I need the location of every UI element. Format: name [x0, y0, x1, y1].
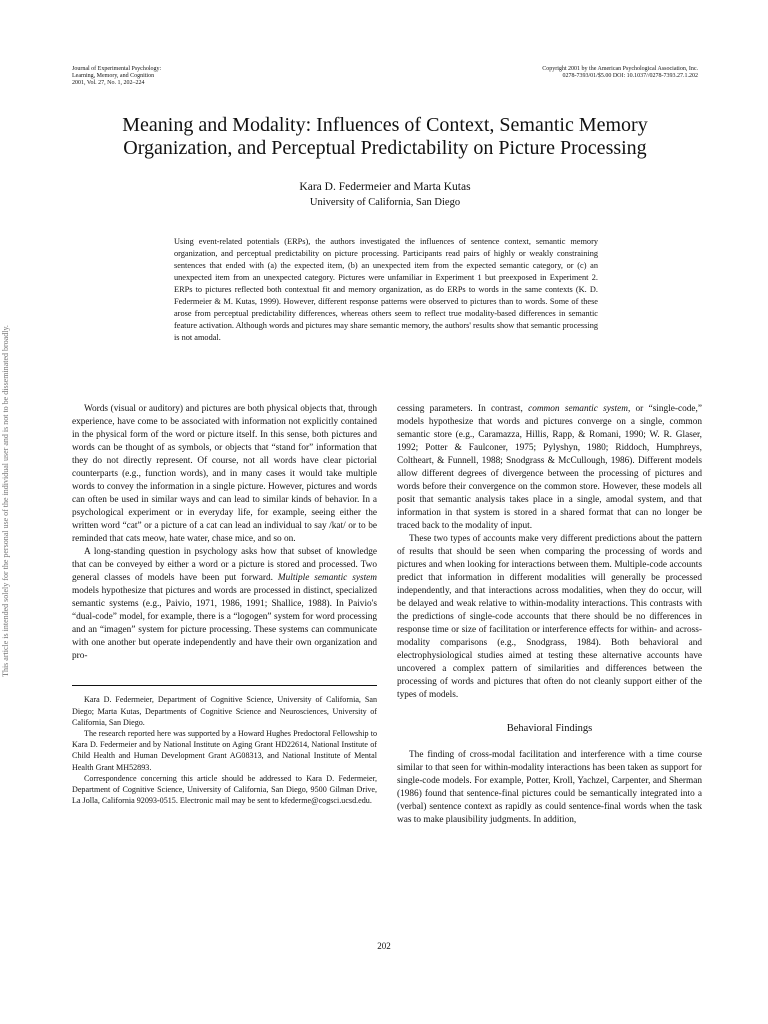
footnote-funding: The research reported here was supported by a Howard Hughes Predoctoral Fellowship to Kara D. Federmeier and by National Institute on Aging Grant HD22614, National Institute of Child Health and Human Development Grant AG08313, and National Institute of Mental Health Grant MH52893.	[72, 728, 377, 772]
text-run: A long-standing question in psychology asks how that subset of knowledge that can be conveyed by either a word or a picture is stored and processed. Two general classes of models have been put forward.	[72, 547, 377, 584]
title-line1: Meaning and Modality: Influences of Context, Semantic Memory	[122, 114, 648, 136]
page-number: 202	[377, 941, 391, 951]
author-affiliation: University of California, San Diego	[309, 197, 461, 208]
journal-citation	[72, 66, 292, 87]
journal-volume: 2001, Vol. 27, No. 1, 202–224	[72, 80, 145, 86]
emphasis-term: Multiple semantic system	[277, 573, 378, 584]
footnote-divider	[72, 685, 377, 686]
body-paragraph: Words (visual or auditory) and pictures are both physical objects that, through experience, have come to be associated with information not explicitly contained in the physical form of the word or picture itself. In this sense, both pictures and words can be thought of as symbols, or objects that “stand for” information that they do not directly represent. Of course, not all words have clear pictorial counterparts (e.g., function words), and in many cases it would take multiple words to convey the information in a single picture. However, pictures and words can often be used in similar ways and can lead to similar kinds of behavior. In a psychological experiment or in everyday life, for example, seeing either the written word “cat” or a picture of a cat can lead an individual to say /kat/ or to be reminded that cats meow, hate water, chase mice, and so on.	[72, 404, 377, 545]
emphasis-term: common semantic system,	[528, 404, 631, 414]
copyright-line: Copyright 2001 by the American Psychological Association, Inc.	[542, 66, 698, 72]
doi-line: 0278-7393/01/$5.00 DOI: 10.1037//0278-7393.27.1.202	[562, 73, 698, 79]
side-notice-line2: This article is intended solely for the personal use of the individual user and is not to be disseminated broadly.	[1, 325, 10, 677]
copyright-notice	[438, 66, 698, 80]
left-column	[72, 403, 377, 806]
text-run: models hypothesize that pictures and words are processed in distinct, specialized semantic systems (e.g., Paivio, 1971, 1986, 1991; Shallice, 1988). In Paivio's “dual-code” model, for example, there is a “logogen” system for word processing and an “imagen” system for picture processing. These systems can communicate with one another but operate independently and have their own organization and pro-	[72, 586, 377, 662]
article-title	[90, 114, 680, 160]
journal-name: Journal of Experimental Psychology:	[72, 66, 162, 72]
right-column	[397, 403, 702, 827]
body-paragraph	[397, 403, 702, 533]
footnote-correspondence: Correspondence concerning this article should be addressed to Kara D. Federmeier, Department of Cognitive Science, University of California, San Diego, 9500 Gilman Drive, La Jolla, California 92093-0515. Electronic mail may be sent to kfederme@cogsci.ucsd.edu.	[72, 773, 377, 806]
section-heading: Behavioral Findings	[506, 723, 593, 735]
author-block	[150, 180, 620, 210]
text-run: cessing parameters. In contrast,	[397, 404, 529, 414]
footnotes	[72, 694, 377, 806]
body-paragraph	[72, 546, 377, 663]
abstract: Using event-related potentials (ERPs), the authors investigated the influences of sentence context, semantic memory organization, and perceptual predictability on picture processing. Participants read pairs of highly or weakly constraining sentences that ended with (a) the expected item, (b) an unexpected item from the expected semantic category, or (c) an unexpected item from an unexpected category. Pictures were unfamiliar in Experiment 1 but preexposed in Experiment 2. ERPs to pictures reflected both contextual fit and memory organization, as do ERPs to words in the same contexts (K. D. Federmeier & M. Kutas, 1999). However, different response patterns were observed to pictures than to words. Some of these arose from perceptual predictability differences, whereas others seem to reflect true modality-based differences in semantic feature activation. Although words and pictures may share semantic memory, the authors' results show that semantic processing is not amodal.	[174, 237, 598, 342]
author-names: Kara D. Federmeier and Marta Kutas	[299, 181, 471, 193]
body-paragraph: The finding of cross-modal facilitation and interference with a time course similar to that seen for within-modality interactions has been taken as support for single-code models. For example, Potter, Kroll, Yachzel, Carpenter, and Sherman (1986) found that sentence-final pictures could be semantically integrated into a (verbal) sentence context as rapidly as could sentence-final words when the task was to make plausibility judgments. In addition,	[397, 750, 702, 826]
body-paragraph: These two types of accounts make very different predictions about the pattern of results that should be seen when comparing the processing of words and pictures and when looking for interactions between them. Multiple-code accounts predict that information in different modalities will generally be processed independently, and that interactions across modalities, when they do occur, will be delayed and weak relative to within-modality interactions. This contrasts with the predictions of single-code accounts that there should be no differences in response time or size of facilitation or interference effects for within- and across-modality comparisons (e.g., Snodgrass, 1984). Both behavioral and electrophysiological studies aimed at testing these alternative accounts have uncovered a complex pattern of similarities and differences between the processing of words and pictures that often do not cleanly support either of the types of models.	[397, 534, 702, 701]
journal-subtitle: Learning, Memory, and Cognition	[72, 73, 155, 79]
side-copyright-notice	[0, 266, 11, 736]
footnote-affiliations: Kara D. Federmeier, Department of Cognitive Science, University of California, San Diego; Marta Kutas, Departments of Cognitive Science and Neurosciences, University of California, San Diego.	[72, 695, 377, 727]
title-line2: Organization, and Perceptual Predictability on Picture Processing	[123, 137, 647, 159]
text-run: or “single-code,” models hypothesize that words and pictures converge on a single, common semantic store (e.g., Caramazza, Hillis, Rapp, & Romani, 1990; W. R. Glaser, 1992; Potter & Faulconer, 1975; Pylyshyn, 1980; Riddoch, Humphreys, Coltheart, & Funnell, 1988; Snodgrass & McCullough, 1986). Different models allow different degrees of divergence between the processing of pictures and words before their convergence on the common store. However, these models all posit that semantic analysis takes place in a single, amodal system, and that information in that system is stored in a shared format that can no longer be traced back to the modality of input.	[397, 404, 702, 532]
